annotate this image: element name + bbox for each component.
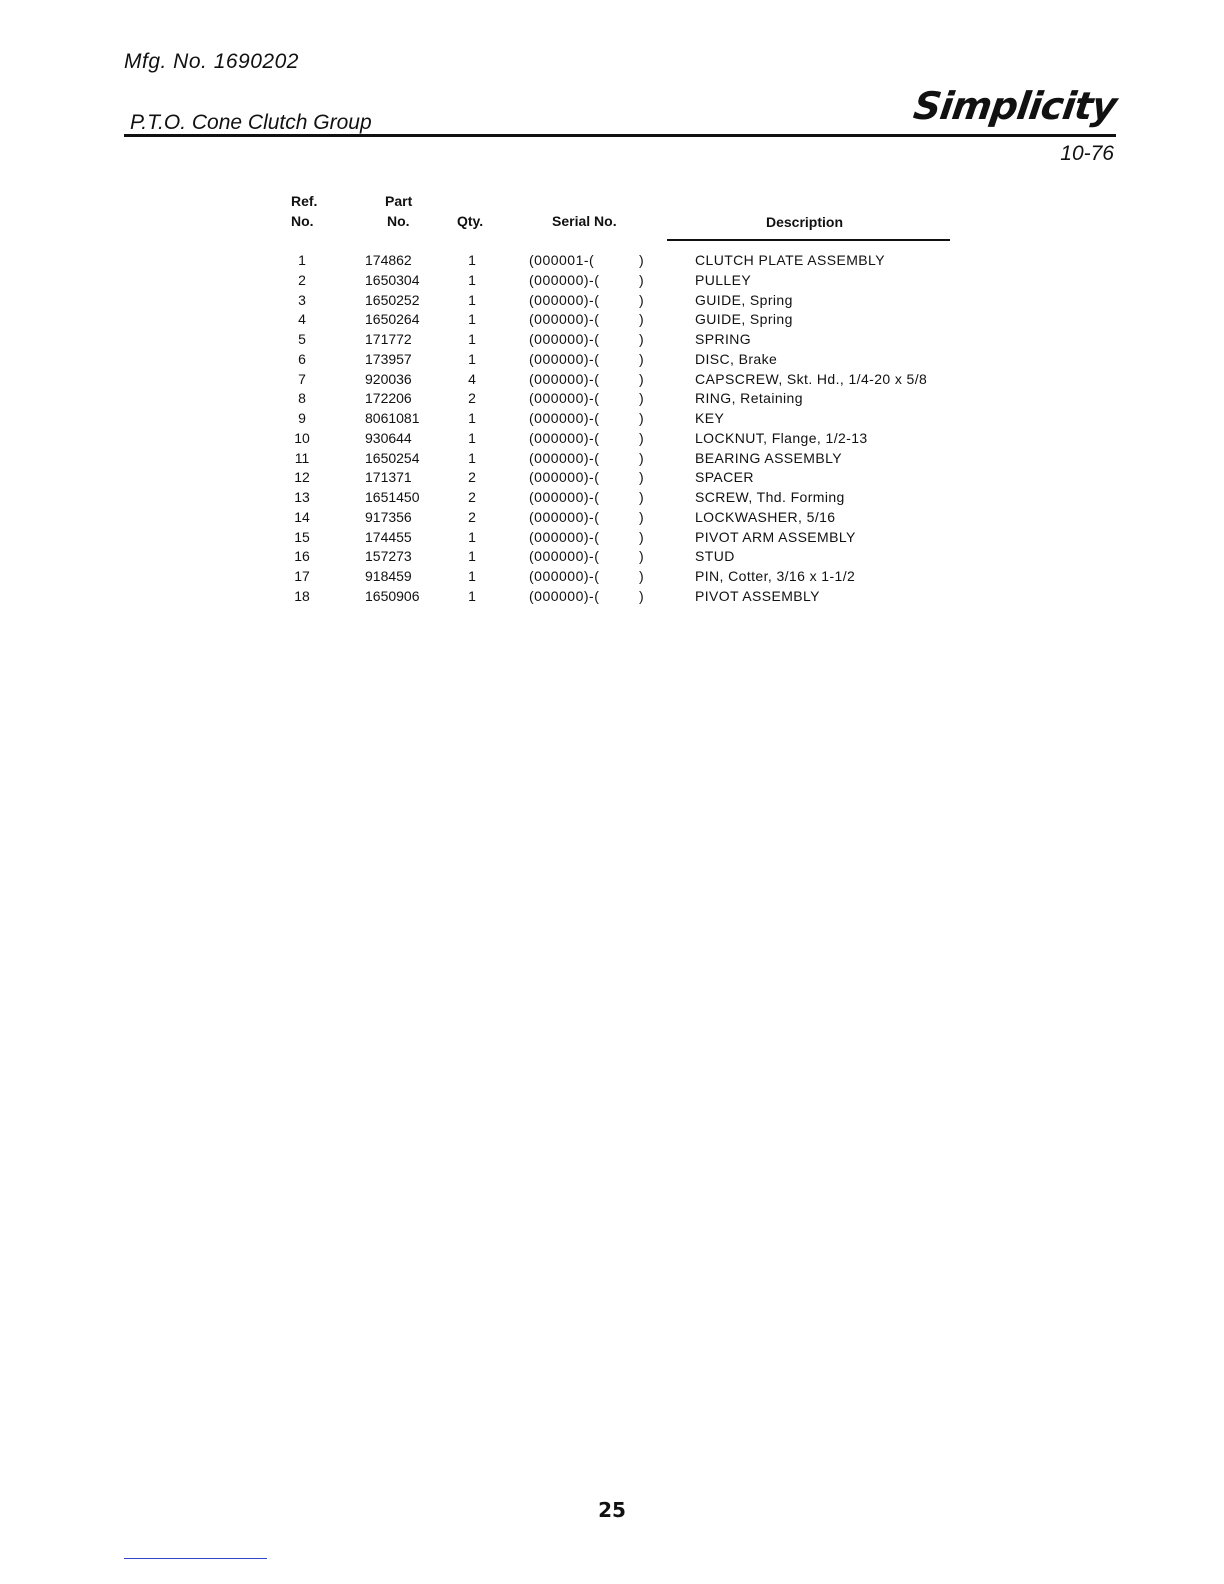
table-row (287, 568, 952, 588)
part-number-cell: 1650304 (365, 271, 420, 288)
quantity-cell: 4 (468, 370, 476, 387)
serial-number-cell: (000000)-( (529, 271, 600, 288)
description-cell: CAPSCREW, Skt. Hd., 1/4-20 x 5/8 (695, 370, 928, 387)
ref-cell: 12 (294, 469, 310, 486)
quantity-cell: 2 (468, 390, 476, 407)
serial-close-cell: ) (639, 331, 644, 347)
quantity-cell: 1 (468, 568, 476, 584)
serial-number-cell: (000000)-( (529, 449, 600, 466)
description-cell: KEY (695, 410, 725, 426)
header-part-line1: Part (385, 193, 413, 209)
ref-cell: 8 (298, 390, 306, 407)
serial-close-cell: ) (639, 489, 644, 505)
serial-close-cell: ) (639, 410, 644, 426)
quantity-cell: 1 (468, 331, 476, 347)
serial-close-cell: ) (639, 390, 644, 407)
description-cell: PIVOT ASSEMBLY (695, 587, 820, 604)
table-row (287, 252, 952, 272)
quantity-cell: 2 (468, 508, 476, 525)
header-description: Description (766, 214, 844, 230)
header-qty: Qty. (457, 213, 484, 229)
table-row (287, 292, 952, 312)
table-body (287, 252, 952, 608)
serial-close-cell: ) (639, 311, 644, 328)
serial-close-cell: ) (639, 429, 644, 446)
quantity-cell: 1 (468, 449, 476, 466)
brand-logo: Simplicity (911, 84, 1120, 128)
serial-close-cell: ) (639, 528, 644, 545)
table-row (287, 548, 952, 568)
part-number-cell: 930644 (365, 429, 412, 446)
header-part-line2: No. (387, 213, 410, 229)
table-row (287, 351, 952, 371)
part-number-cell: 174455 (365, 528, 412, 545)
part-number-cell: 174862 (365, 252, 412, 268)
ref-cell: 5 (298, 331, 306, 347)
table-row (287, 588, 952, 608)
table-row (287, 311, 952, 331)
serial-close-cell: ) (639, 449, 644, 466)
table-row (287, 331, 952, 351)
description-cell: PIN, Cotter, 3/16 x 1-1/2 (695, 568, 856, 584)
serial-close-cell: ) (639, 548, 644, 565)
quantity-cell: 1 (468, 271, 476, 288)
serial-number-cell: (000001-( (529, 252, 595, 268)
manufacturer-number: Mfg. No. 1690202 (124, 50, 299, 73)
table-header (287, 190, 952, 238)
part-number-cell: 920036 (365, 370, 412, 387)
serial-number-cell: (000000)-( (529, 469, 600, 486)
description-cell: PULLEY (695, 271, 752, 288)
serial-number-cell: (000000)-( (529, 311, 600, 328)
description-cell: SPRING (695, 331, 752, 347)
ref-cell: 9 (298, 410, 306, 426)
description-cell: DISC, Brake (695, 350, 778, 367)
table-row (287, 410, 952, 430)
header-divider (124, 134, 1116, 137)
part-number-cell: 1650906 (365, 587, 420, 604)
table-row (287, 272, 952, 292)
part-number-cell: 172206 (365, 390, 412, 407)
table-row (287, 469, 952, 489)
ref-cell: 17 (294, 568, 310, 584)
ref-cell: 14 (294, 508, 310, 525)
ref-cell: 4 (298, 311, 306, 328)
description-cell: PIVOT ARM ASSEMBLY (695, 528, 856, 545)
ref-cell: 10 (294, 429, 310, 446)
serial-number-cell: (000000)-( (529, 291, 600, 308)
ref-cell: 16 (294, 548, 310, 565)
part-number-cell: 1650264 (365, 311, 420, 328)
table-row (287, 509, 952, 529)
description-cell: CLUTCH PLATE ASSEMBLY (695, 252, 885, 268)
serial-number-cell: (000000)-( (529, 548, 600, 565)
quantity-cell: 1 (468, 311, 476, 328)
description-cell: BEARING ASSEMBLY (695, 449, 842, 466)
ref-cell: 18 (294, 587, 310, 604)
part-number-cell: 171371 (365, 469, 412, 486)
serial-close-cell: ) (639, 271, 644, 288)
description-cell: STUD (695, 548, 735, 565)
description-cell: SPACER (695, 469, 754, 486)
serial-close-cell: ) (639, 252, 644, 268)
quantity-cell: 2 (468, 489, 476, 505)
header-rule (667, 239, 950, 241)
part-number-cell: 8061081 (365, 410, 420, 426)
quantity-cell: 2 (468, 469, 476, 486)
quantity-cell: 1 (468, 252, 476, 268)
quantity-cell: 1 (468, 528, 476, 545)
ref-cell: 2 (298, 271, 306, 288)
part-number-cell: 917356 (365, 508, 412, 525)
footer-line (124, 1558, 267, 1559)
part-number-cell: 1651450 (365, 489, 420, 505)
serial-number-cell: (000000)-( (529, 331, 600, 347)
description-cell: LOCKWASHER, 5/16 (695, 508, 836, 525)
table-row (287, 489, 952, 509)
quantity-cell: 1 (468, 429, 476, 446)
serial-number-cell: (000000)-( (529, 350, 600, 367)
header-ref-line1: Ref. (291, 193, 318, 209)
ref-cell: 11 (294, 449, 310, 466)
serial-close-cell: ) (639, 370, 644, 387)
serial-close-cell: ) (639, 291, 644, 308)
description-cell: RING, Retaining (695, 390, 803, 407)
serial-number-cell: (000000)-( (529, 508, 600, 525)
serial-number-cell: (000000)-( (529, 429, 600, 446)
ref-cell: 15 (294, 528, 310, 545)
ref-cell: 3 (298, 291, 306, 308)
description-cell: GUIDE, Spring (695, 311, 793, 328)
quantity-cell: 1 (468, 291, 476, 308)
page-number: 25 (598, 1498, 626, 1522)
part-number-cell: 157273 (365, 548, 412, 565)
serial-number-cell: (000000)-( (529, 528, 600, 545)
serial-number-cell: (000000)-( (529, 587, 600, 604)
serial-number-cell: (000000)-( (529, 568, 600, 584)
serial-close-cell: ) (639, 568, 644, 584)
description-cell: GUIDE, Spring (695, 291, 793, 308)
header-serial: Serial No. (552, 213, 617, 229)
serial-number-cell: (000000)-( (529, 489, 600, 505)
part-number-cell: 918459 (365, 568, 412, 584)
serial-number-cell: (000000)-( (529, 410, 600, 426)
serial-close-cell: ) (639, 587, 644, 604)
ref-cell: 7 (298, 370, 306, 387)
table-row (287, 450, 952, 470)
header-ref-line2: No. (291, 213, 314, 229)
description-cell: SCREW, Thd. Forming (695, 489, 845, 505)
group-title: P.T.O. Cone Clutch Group (130, 111, 372, 134)
parts-table (287, 190, 952, 604)
serial-close-cell: ) (639, 508, 644, 525)
serial-close-cell: ) (639, 350, 644, 367)
ref-cell: 6 (298, 350, 306, 367)
part-number-cell: 173957 (365, 350, 412, 367)
serial-number-cell: (000000)-( (529, 370, 600, 387)
quantity-cell: 1 (468, 410, 476, 426)
ref-cell: 13 (294, 489, 310, 505)
quantity-cell: 1 (468, 350, 476, 367)
serial-close-cell: ) (639, 469, 644, 486)
quantity-cell: 1 (468, 548, 476, 565)
quantity-cell: 1 (468, 587, 476, 604)
table-row (287, 371, 952, 391)
description-cell: LOCKNUT, Flange, 1/2-13 (695, 429, 868, 446)
part-number-cell: 1650252 (365, 291, 420, 308)
table-row (287, 430, 952, 450)
table-row (287, 390, 952, 410)
part-number-cell: 171772 (365, 331, 412, 347)
serial-number-cell: (000000)-( (529, 390, 600, 407)
ref-cell: 1 (298, 252, 306, 268)
part-number-cell: 1650254 (365, 449, 420, 466)
table-row (287, 529, 952, 549)
revision-date: 10-76 (1060, 142, 1114, 165)
